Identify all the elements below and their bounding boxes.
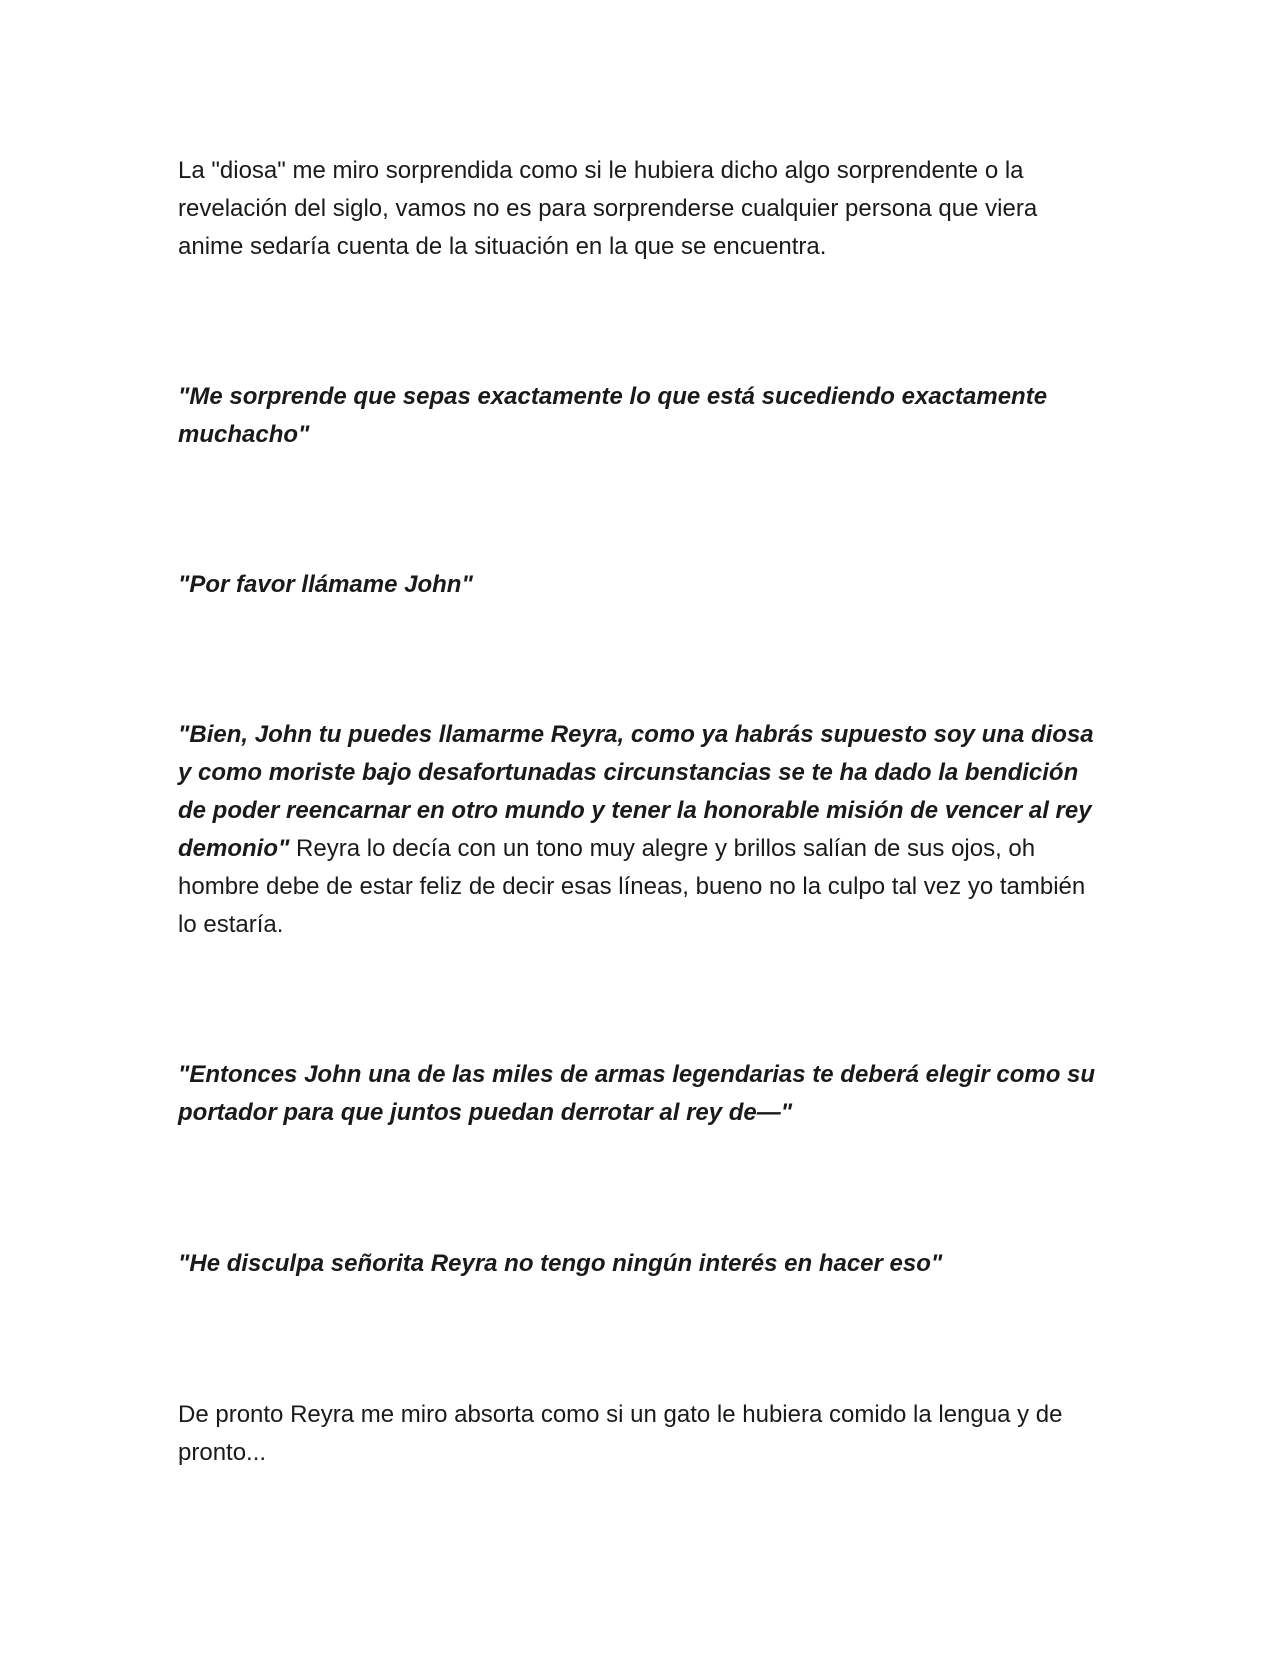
dialogue-paragraph: "Entonces John una de las miles de armas legendarias te deberá elegir como su portador para que juntos puedan derrotar al rey de—" [178,1061,1096,1126]
dialogue-text: "Bien, John tu puedes llamarme Reyra, como ya habrás supuesto soy una diosa y como moriste bajo desafortunadas circunstancias se te ha dado la bendición de poder reencarnar en otro mundo y tener la honorable misión de vencer al rey demonio" [178,721,1094,862]
narration-paragraph: De pronto Reyra me miro absorta como si un gato le hubiera comido la lengua y de pronto... [178,1401,1063,1466]
narration-text: Reyra lo decía con un tono muy alegre y brillos salían de sus ojos, oh hombre debe de estar feliz de decir esas líneas, bueno no la culpo tal vez yo también lo estaría. [178,835,1086,938]
dialogue-paragraph: "He disculpa señorita Reyra no tengo ningún interés en hacer eso" [178,1250,943,1277]
dialogue-paragraph: "Me sorprende que sepas exactamente lo que está sucediendo exactamente muchacho" [178,383,1048,448]
mixed-paragraph [178,716,1108,944]
dialogue-paragraph: "Por favor llámame John" [178,571,473,598]
narration-paragraph: La "diosa" me miro sorprendida como si le hubiera dicho algo sorprendente o la revelación del siglo, vamos no es para sorprenderse cualquier persona que viera anime sedaría cuenta de la situación en la que se encuentra. [178,157,1038,260]
